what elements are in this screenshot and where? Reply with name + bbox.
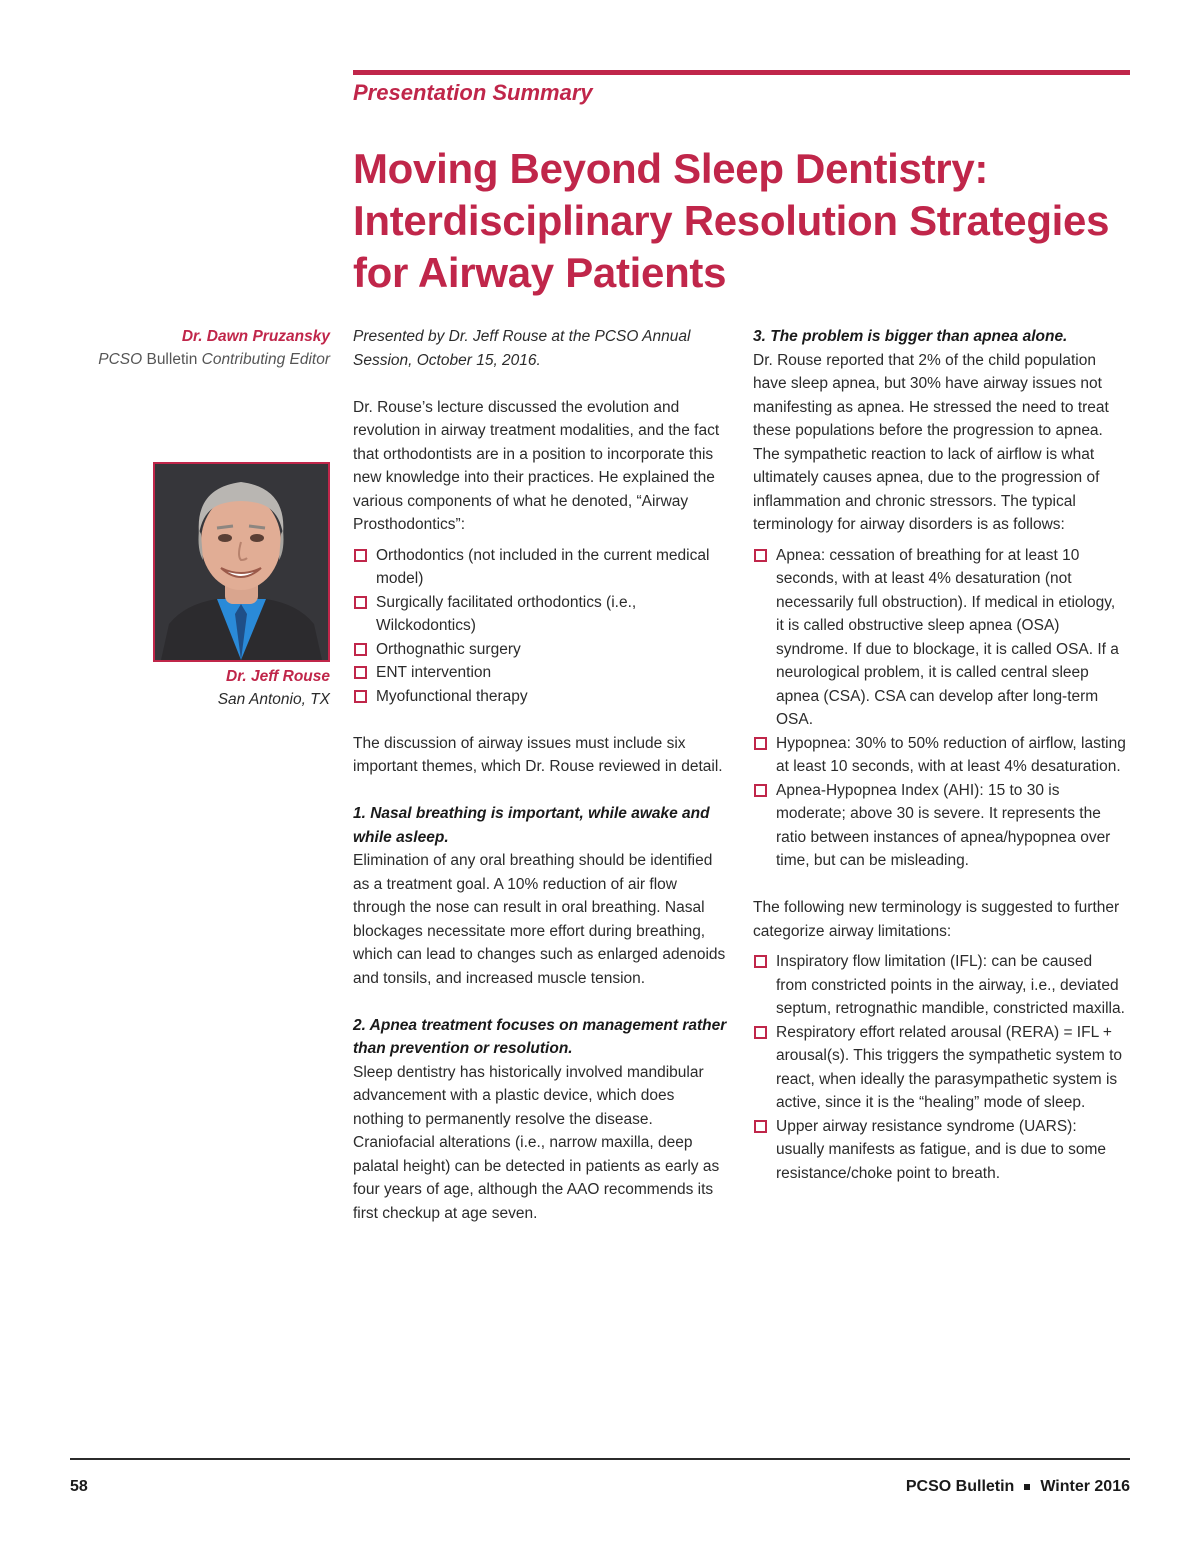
checkbox-bullet-icon	[354, 549, 367, 562]
list-item-text: Orthognathic surgery	[376, 640, 521, 658]
footer-rule	[70, 1458, 1130, 1460]
list-item	[353, 685, 727, 709]
section-heading: 3. The problem is bigger than apnea alone.	[753, 328, 1068, 345]
list-item	[753, 732, 1127, 779]
list-item	[353, 661, 727, 685]
byline-role-middle: Bulletin	[142, 351, 202, 368]
checkbox-bullet-icon	[754, 549, 767, 562]
paragraph: Elimination of any oral breathing should be identified as a treatment goal. A 10% reduction of air flow through the nose can result in oral breathing. Nasal blockages necessitate more effort during breathing, which can lead to changes such as enlarged adenoids and tonsils, and increased muscle tension.	[353, 852, 726, 987]
checkbox-bullet-icon	[354, 666, 367, 679]
list-item-text: Apnea: cessation of breathing for at least 10 seconds, with at least 4% desaturation (not necessarily full obstruction). If medical in etiology, it is called obstructive sleep apnea (OSA) syndrome. If due to blockage, it is called OSA. If a neurological problem, it is called central sleep apnea (CSA). CSA can develop after long-term OSA.	[776, 546, 1119, 728]
bullet-list	[753, 950, 1127, 1185]
checkbox-bullet-icon	[754, 955, 767, 968]
paragraph: Sleep dentistry has historically involved mandibular advancement with a plastic device, which does nothing to permanently resolve the disease. Craniofacial alterations (i.e., narrow maxilla, deep palatal height) can be detected in patients as early as four years of age, although the AAO recommends its first checkup at age seven.	[353, 1063, 720, 1222]
list-item-text: Upper airway resistance syndrome (UARS): usually manifests as fatigue, and is due to some resistance/choke point to breath.	[776, 1117, 1106, 1182]
paragraph: Dr. Rouse reported that 2% of the child population have sleep apnea, but 30% have airway issues not manifesting as apnea. He stressed the need to treat these populations before the progression to apnea. The sympathetic reaction to lack of airflow is what ultimately causes apnea, due to the progression of inflammation and chronic stressors. The typical terminology for airway disorders is as follows:	[753, 351, 1109, 533]
title-line-1: Moving Beyond Sleep Dentistry:	[353, 145, 989, 192]
checkbox-bullet-icon	[754, 784, 767, 797]
checkbox-bullet-icon	[354, 643, 367, 656]
checkbox-bullet-icon	[754, 1120, 767, 1133]
title-line-3: for Airway Patients	[353, 249, 727, 296]
checkbox-bullet-icon	[354, 690, 367, 703]
page-number: 58	[70, 1478, 88, 1495]
list-item	[753, 950, 1127, 1021]
text-column-1	[353, 325, 727, 1225]
list-item-text: Inspiratory flow limitation (IFL): can be caused from constricted points in the airway, i.e., deviated septum, retrognathic mandible, constricted maxilla.	[776, 953, 1125, 1017]
list-item	[353, 544, 727, 591]
byline-role-suffix: Contributing Editor	[201, 351, 330, 368]
list-item	[353, 591, 727, 638]
section-heading: 2. Apnea treatment focuses on management rather than prevention or resolution.	[353, 1016, 727, 1057]
square-separator-icon	[1024, 1484, 1030, 1490]
article-title	[353, 143, 1143, 299]
section-heading: 1. Nasal breathing is important, while awake and while asleep.	[353, 805, 710, 846]
photo-caption	[60, 665, 330, 711]
issue-name: Winter 2016	[1040, 1478, 1130, 1495]
list-item	[753, 544, 1127, 732]
section-label: Presentation Summary	[353, 80, 593, 105]
list-item-text: Myofunctional therapy	[376, 687, 528, 705]
list-item	[753, 779, 1127, 873]
text-column-2	[753, 325, 1127, 1185]
running-footer	[906, 1478, 1130, 1496]
byline-name: Dr. Dawn Pruzansky	[181, 328, 330, 345]
list-item	[753, 1021, 1127, 1115]
presenter-photo	[153, 462, 330, 662]
paragraph: The discussion of airway issues must include six important themes, which Dr. Rouse reviewed in detail.	[353, 734, 723, 775]
top-accent-rule	[353, 70, 1130, 75]
byline	[60, 325, 330, 371]
list-item	[753, 1115, 1127, 1186]
presentation-intro: Presented by Dr. Jeff Rouse at the PCSO Annual Session, October 15, 2016.	[353, 328, 691, 369]
list-item-text: ENT intervention	[376, 664, 492, 681]
list-item	[353, 638, 727, 662]
list-item-text: Orthodontics (not included in the current medical model)	[376, 546, 710, 587]
portrait-photo-icon	[155, 464, 328, 660]
photo-caption-name: Dr. Jeff Rouse	[226, 668, 330, 685]
byline-role	[60, 348, 330, 371]
bullet-list	[753, 544, 1127, 873]
publication-name: PCSO Bulletin	[905, 1478, 1015, 1495]
list-item-text: Apnea-Hypopnea Index (AHI): 15 to 30 is moderate; above 30 is severe. It represents the ratio between instances of apnea/hypopnea over time, but can be misleading.	[776, 781, 1111, 869]
checkbox-bullet-icon	[754, 1026, 767, 1039]
checkbox-bullet-icon	[354, 596, 367, 609]
byline-role-prefix: PCSO	[98, 351, 143, 368]
paragraph: The following new terminology is suggested to further categorize airway limitations:	[753, 899, 1120, 940]
list-item-text: Respiratory effort related arousal (RERA) = IFL + arousal(s). This triggers the sympathetic system to react, when ideally the parasympathetic system is active, since it is the “healing” mode of sleep.	[776, 1023, 1123, 1111]
list-item-text: Surgically facilitated orthodontics (i.e., Wilckodontics)	[376, 593, 637, 634]
checkbox-bullet-icon	[754, 737, 767, 750]
bullet-list	[353, 544, 727, 709]
photo-caption-location: San Antonio, TX	[217, 691, 330, 708]
paragraph: Dr. Rouse’s lecture discussed the evolution and revolution in airway treatment modalities, and the fact that orthodontists are in a position to incorporate this new knowledge into their practices. He explained the various components of what he denoted, “Airway Prosthodontics”:	[353, 398, 720, 533]
title-line-2: Interdisciplinary Resolution Strategies	[353, 197, 1110, 244]
list-item-text: Hypopnea: 30% to 50% reduction of airflow, lasting at least 10 seconds, with at least 4% desaturation.	[776, 734, 1126, 775]
